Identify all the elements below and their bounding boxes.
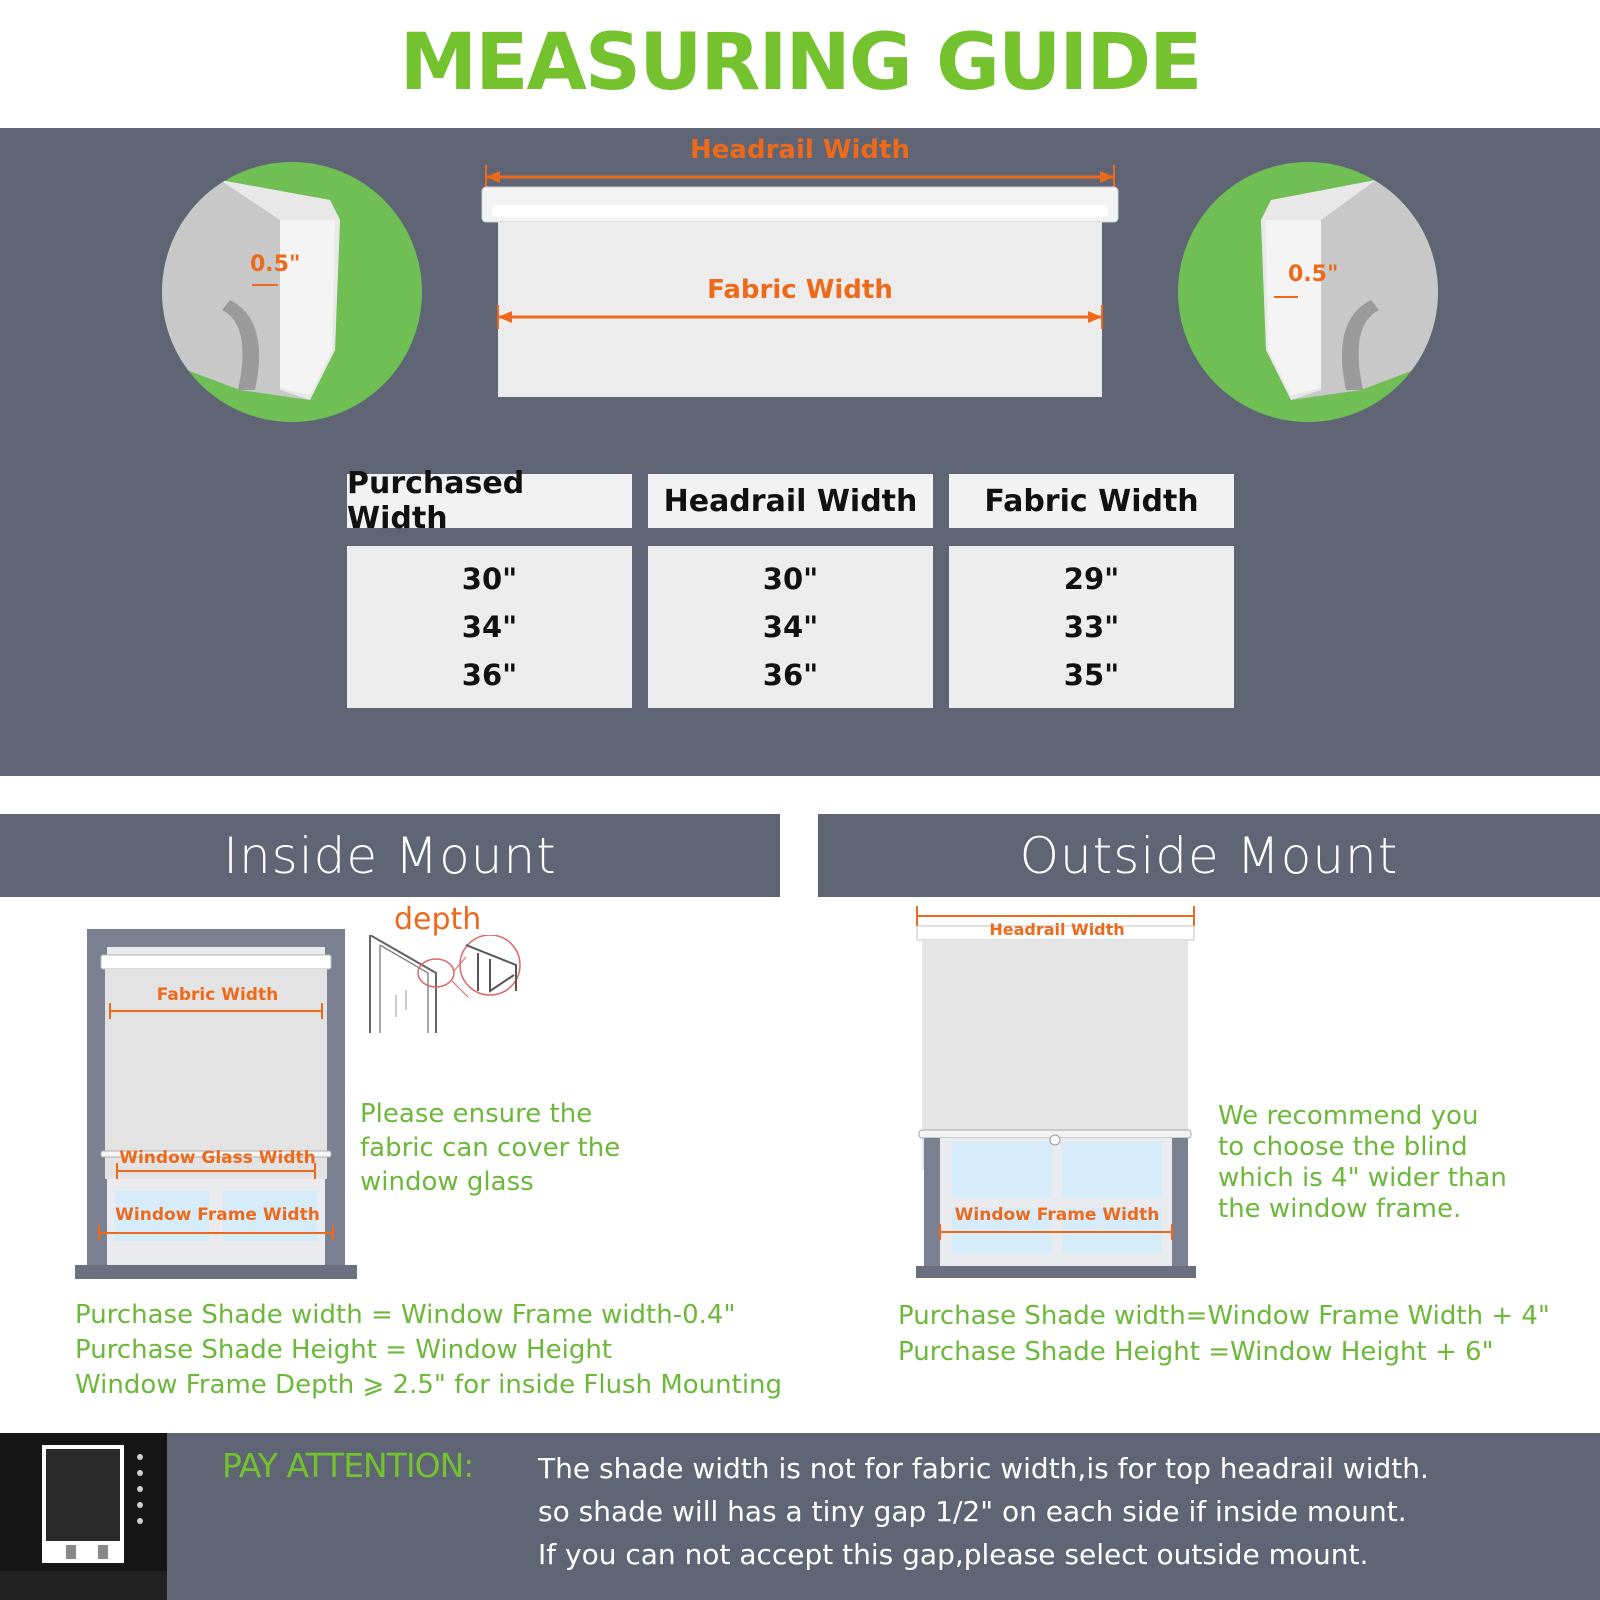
attention-line: so shade will has a tiny gap 1/2" on each side if inside mount. — [538, 1495, 1407, 1528]
inside-frame-width-label: Window Frame Width — [115, 1205, 320, 1225]
table-header-fabric: Fabric Width — [949, 474, 1234, 528]
table-cell: 36" — [461, 658, 518, 692]
note-line: window glass — [360, 1167, 534, 1197]
outside-frame-width-label: Window Frame Width — [954, 1205, 1160, 1225]
page-title: MEASURING GUIDE — [399, 18, 1201, 108]
table-column-fabric — [949, 546, 1234, 708]
inside-fabric-width-label: Fabric Width — [156, 985, 279, 1005]
note-line: Please ensure the — [360, 1099, 593, 1129]
depth-illustration — [366, 935, 536, 1035]
headrail-width-label: Headrail Width — [690, 135, 910, 165]
formula-line: Purchase Shade width=Window Frame Width + 4" — [898, 1301, 1550, 1331]
formula-line: Purchase Shade Height =Window Height + 6" — [898, 1337, 1494, 1367]
table-column-headrail — [648, 546, 933, 708]
note-line: fabric can cover the — [360, 1133, 621, 1163]
note-line: which is 4" wider than — [1218, 1163, 1507, 1193]
formula-line: Purchase Shade width = Window Frame width-0.4" — [75, 1300, 736, 1330]
table-header-headrail: Headrail Width — [648, 474, 933, 528]
outside-mount-formulas — [898, 1298, 1550, 1370]
left-gap-label: 0.5" — [250, 252, 301, 277]
inside-glass-width-label: Window Glass Width — [119, 1148, 316, 1168]
formula-line: Purchase Shade Height = Window Height — [75, 1335, 612, 1365]
note-line: the window frame. — [1218, 1194, 1462, 1224]
attention-line: The shade width is not for fabric width,is for top headrail width. — [538, 1452, 1429, 1485]
pay-attention-label: PAY ATTENTION: — [222, 1446, 474, 1485]
formula-line: Window Frame Depth ⩾ 2.5" for inside Flush Mounting — [75, 1370, 783, 1400]
right-gap-label: 0.5" — [1288, 262, 1339, 287]
table-cell: 30" — [762, 562, 819, 596]
inside-mount-formulas — [75, 1298, 782, 1403]
table-cell: 35" — [1063, 658, 1120, 692]
table-cell: 30" — [461, 562, 518, 596]
table-cell: 29" — [1063, 562, 1120, 596]
fabric-width-label: Fabric Width — [707, 275, 893, 305]
inside-mount-note — [360, 1097, 620, 1199]
attention-text — [538, 1447, 1429, 1576]
outside-mount-heading: Outside Mount — [818, 814, 1600, 897]
inside-mount-diagram — [75, 925, 360, 1282]
note-line: to choose the blind — [1218, 1132, 1468, 1162]
product-thumbnail — [0, 1433, 167, 1600]
table-cell: 33" — [1063, 610, 1120, 644]
left-corner-zoom — [160, 160, 424, 424]
table-column-purchased — [347, 546, 632, 708]
table-cell: 34" — [762, 610, 819, 644]
right-corner-zoom — [1176, 160, 1440, 424]
table-header-purchased: Purchased Width — [347, 474, 632, 528]
table-cell: 36" — [762, 658, 819, 692]
attention-line: If you can not accept this gap,please select outside mount. — [538, 1538, 1369, 1571]
table-cell: 34" — [461, 610, 518, 644]
note-line: We recommend you — [1218, 1101, 1479, 1131]
depth-label: depth — [394, 902, 482, 937]
outside-mount-diagram — [912, 902, 1202, 1282]
inside-mount-heading: Inside Mount — [0, 814, 780, 897]
outside-headrail-width-label: Headrail Width — [989, 920, 1125, 939]
outside-mount-note — [1218, 1101, 1507, 1225]
